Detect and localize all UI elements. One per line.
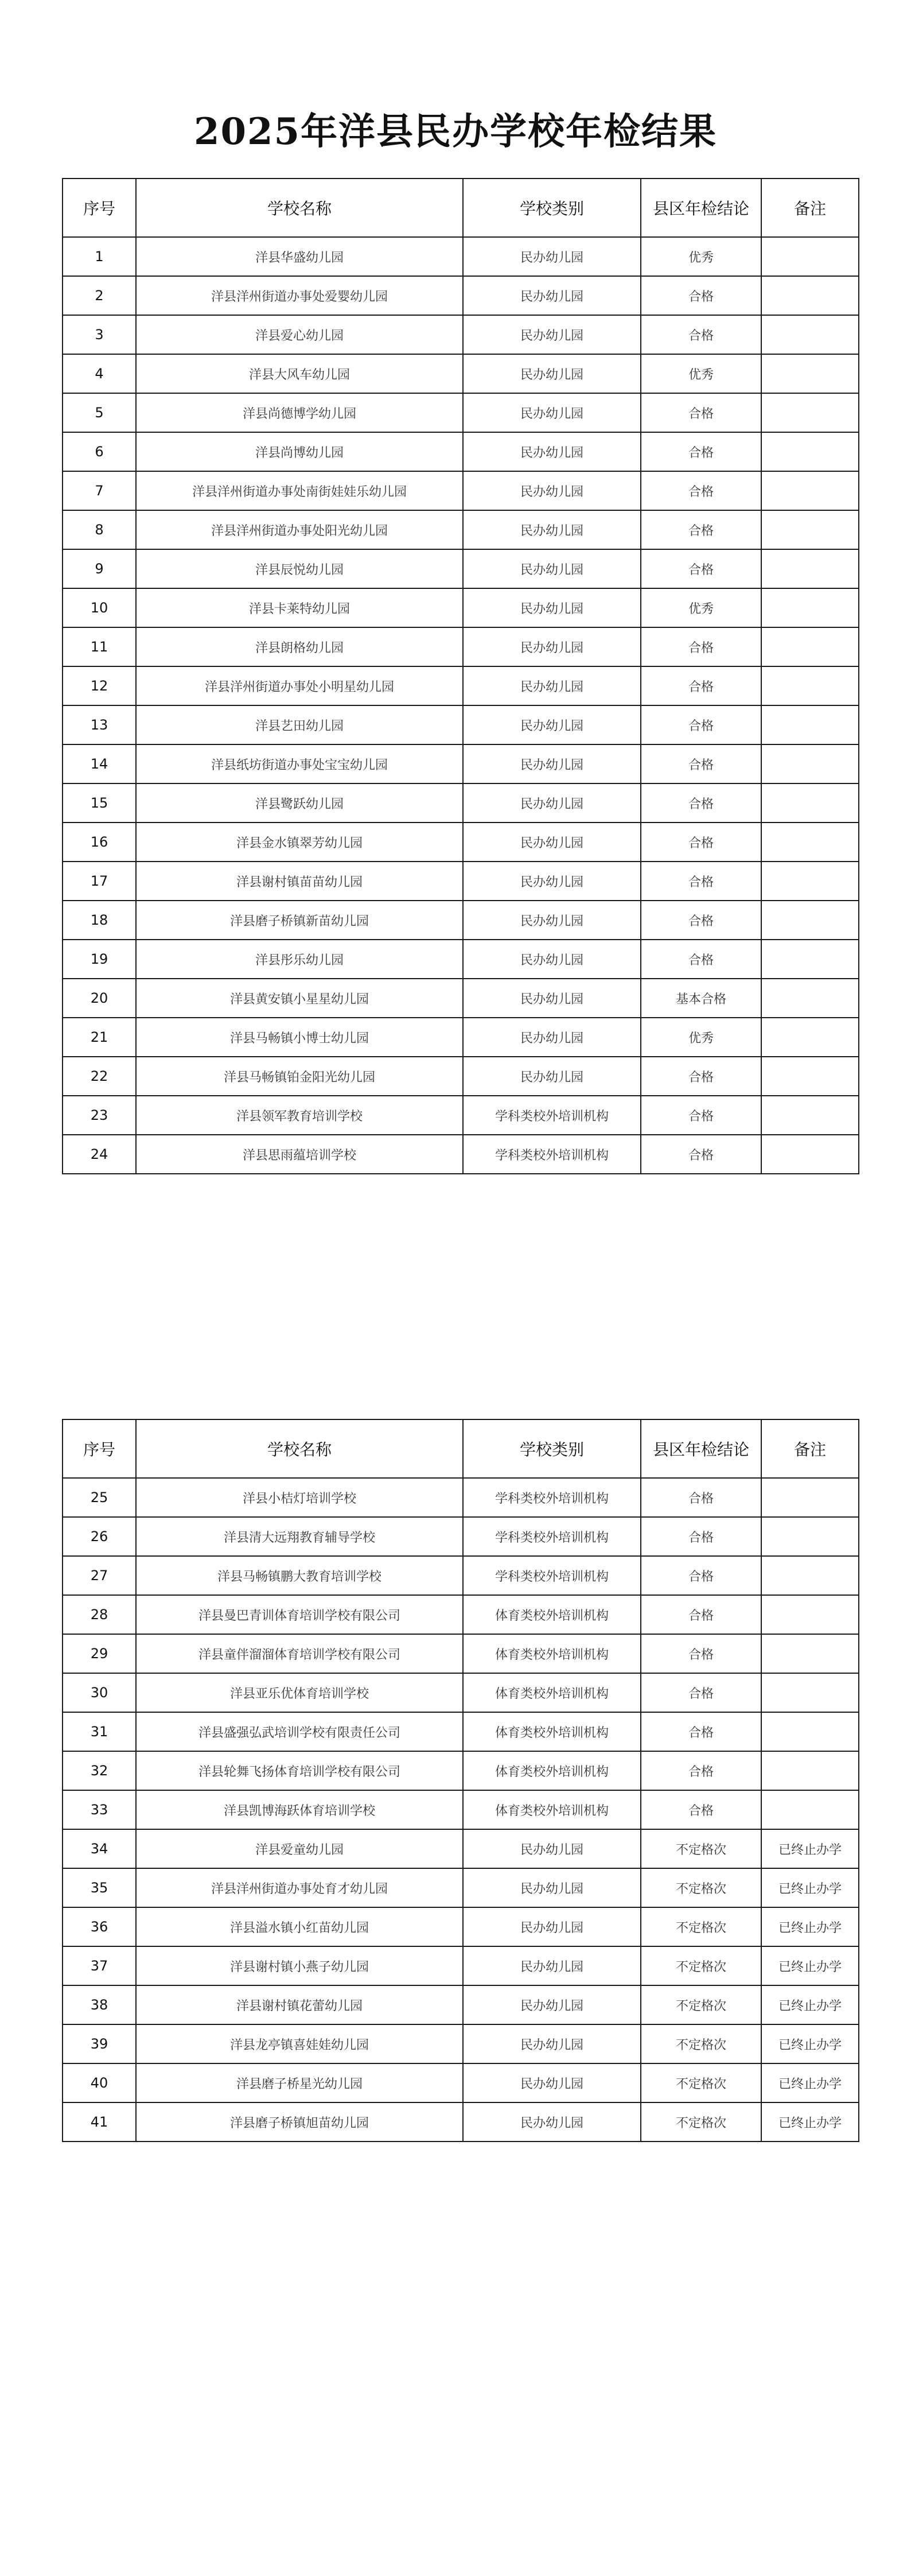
table-row [63, 276, 859, 315]
table-row [63, 1712, 859, 1751]
row-school-name: 洋县谢村镇小燕子幼儿园 [136, 1946, 463, 1985]
row-school-name: 洋县凯博海跃体育培训学校 [136, 1790, 463, 1829]
row-remark: 已终止办学 [761, 1985, 859, 2024]
table-row [63, 2024, 859, 2063]
row-index: 24 [63, 1135, 136, 1174]
row-school-name: 洋县磨子桥星光幼儿园 [136, 2063, 463, 2102]
header-result: 县区年检结论 [641, 179, 761, 237]
row-remark [761, 666, 859, 705]
row-school-type: 民办幼儿园 [463, 354, 641, 393]
row-school-name: 洋县洋州街道办事处爱婴幼儿园 [136, 276, 463, 315]
row-index: 18 [63, 901, 136, 940]
row-result: 合格 [641, 1096, 761, 1135]
table-row [63, 1634, 859, 1673]
row-result: 合格 [641, 315, 761, 354]
row-index: 13 [63, 705, 136, 744]
row-index: 19 [63, 940, 136, 979]
table-row [63, 783, 859, 823]
row-index: 23 [63, 1096, 136, 1135]
header-school-name: 学校名称 [136, 1419, 463, 1478]
row-result: 合格 [641, 1517, 761, 1556]
table-row [63, 1868, 859, 1907]
table-row [63, 354, 859, 393]
row-result: 不定格次 [641, 1868, 761, 1907]
row-remark: 已终止办学 [761, 1868, 859, 1907]
table-row [63, 1096, 859, 1135]
table-row [63, 940, 859, 979]
header-index: 序号 [63, 1419, 136, 1478]
row-school-type: 体育类校外培训机构 [463, 1634, 641, 1673]
row-result: 合格 [641, 1556, 761, 1595]
row-school-name: 洋县爱童幼儿园 [136, 1829, 463, 1868]
row-index: 31 [63, 1712, 136, 1751]
row-remark [761, 1018, 859, 1057]
row-school-type: 民办幼儿园 [463, 627, 641, 666]
row-result: 不定格次 [641, 1946, 761, 1985]
row-remark: 已终止办学 [761, 1946, 859, 1985]
row-school-type: 民办幼儿园 [463, 315, 641, 354]
row-index: 33 [63, 1790, 136, 1829]
row-school-name: 洋县金水镇翠芳幼儿园 [136, 823, 463, 862]
row-index: 10 [63, 588, 136, 627]
header-school-type: 学校类别 [463, 179, 641, 237]
header-school-type: 学校类别 [463, 1419, 641, 1478]
row-school-type: 体育类校外培训机构 [463, 1712, 641, 1751]
row-remark [761, 940, 859, 979]
row-school-name: 洋县纸坊街道办事处宝宝幼儿园 [136, 744, 463, 783]
row-remark: 已终止办学 [761, 2102, 859, 2142]
row-remark [761, 1057, 859, 1096]
row-school-type: 民办幼儿园 [463, 510, 641, 549]
row-result: 合格 [641, 627, 761, 666]
row-school-type: 学科类校外培训机构 [463, 1135, 641, 1174]
table-row [63, 432, 859, 471]
row-school-name: 洋县辰悦幼儿园 [136, 549, 463, 588]
row-school-type: 民办幼儿园 [463, 237, 641, 276]
row-remark [761, 1478, 859, 1517]
row-result: 合格 [641, 823, 761, 862]
row-school-type: 民办幼儿园 [463, 666, 641, 705]
table-row [63, 1673, 859, 1712]
table-row [63, 979, 859, 1018]
table-row [63, 393, 859, 432]
row-remark [761, 1634, 859, 1673]
table-row [63, 2102, 859, 2142]
row-index: 36 [63, 1907, 136, 1946]
row-school-type: 民办幼儿园 [463, 2024, 641, 2063]
row-index: 30 [63, 1673, 136, 1712]
row-index: 16 [63, 823, 136, 862]
row-school-type: 民办幼儿园 [463, 979, 641, 1018]
row-remark [761, 744, 859, 783]
row-index: 4 [63, 354, 136, 393]
row-result: 不定格次 [641, 2102, 761, 2142]
row-result: 合格 [641, 783, 761, 823]
row-school-name: 洋县洋州街道办事处南街娃娃乐幼儿园 [136, 471, 463, 510]
row-school-type: 民办幼儿园 [463, 862, 641, 901]
row-result: 不定格次 [641, 1985, 761, 2024]
row-school-name: 洋县尚博幼儿园 [136, 432, 463, 471]
row-remark [761, 1517, 859, 1556]
row-school-type: 民办幼儿园 [463, 393, 641, 432]
row-remark [761, 471, 859, 510]
row-index: 38 [63, 1985, 136, 2024]
header-index: 序号 [63, 179, 136, 237]
table-row [63, 862, 859, 901]
row-result: 合格 [641, 901, 761, 940]
row-remark [761, 237, 859, 276]
row-index: 39 [63, 2024, 136, 2063]
row-school-type: 民办幼儿园 [463, 1057, 641, 1096]
row-school-name: 洋县曼巴青训体育培训学校有限公司 [136, 1595, 463, 1634]
table-row [63, 1018, 859, 1057]
row-result: 合格 [641, 1751, 761, 1790]
row-school-name: 洋县大风车幼儿园 [136, 354, 463, 393]
row-remark [761, 705, 859, 744]
row-remark [761, 1751, 859, 1790]
row-result: 合格 [641, 393, 761, 432]
row-result: 优秀 [641, 588, 761, 627]
row-school-name: 洋县马畅镇小博士幼儿园 [136, 1018, 463, 1057]
row-school-name: 洋县领军教育培训学校 [136, 1096, 463, 1135]
row-result: 优秀 [641, 1018, 761, 1057]
table-row [63, 744, 859, 783]
row-result: 合格 [641, 432, 761, 471]
row-school-type: 民办幼儿园 [463, 1018, 641, 1057]
row-index: 37 [63, 1946, 136, 1985]
row-result: 基本合格 [641, 979, 761, 1018]
table-row [63, 237, 859, 276]
table-row [63, 823, 859, 862]
row-index: 29 [63, 1634, 136, 1673]
row-school-type: 民办幼儿园 [463, 2102, 641, 2142]
row-index: 14 [63, 744, 136, 783]
row-school-name: 洋县盛强弘武培训学校有限责任公司 [136, 1712, 463, 1751]
row-result: 合格 [641, 1478, 761, 1517]
row-school-name: 洋县谢村镇苗苗幼儿园 [136, 862, 463, 901]
row-remark: 已终止办学 [761, 1829, 859, 1868]
row-school-name: 洋县爱心幼儿园 [136, 315, 463, 354]
row-remark [761, 276, 859, 315]
row-index: 17 [63, 862, 136, 901]
row-index: 9 [63, 549, 136, 588]
row-result: 合格 [641, 549, 761, 588]
table-row [63, 510, 859, 549]
row-remark [761, 1556, 859, 1595]
row-school-type: 民办幼儿园 [463, 823, 641, 862]
row-school-type: 民办幼儿园 [463, 1868, 641, 1907]
row-school-name: 洋县彤乐幼儿园 [136, 940, 463, 979]
row-remark [761, 315, 859, 354]
header-school-name: 学校名称 [136, 179, 463, 237]
table-row [63, 471, 859, 510]
row-remark [761, 1712, 859, 1751]
row-result: 合格 [641, 1634, 761, 1673]
row-result: 合格 [641, 744, 761, 783]
row-school-name: 洋县马畅镇铂金阳光幼儿园 [136, 1057, 463, 1096]
row-school-name: 洋县洋州街道办事处育才幼儿园 [136, 1868, 463, 1907]
row-result: 合格 [641, 1673, 761, 1712]
row-result: 合格 [641, 276, 761, 315]
row-remark [761, 979, 859, 1018]
row-result: 合格 [641, 471, 761, 510]
row-remark [761, 1135, 859, 1174]
row-school-type: 民办幼儿园 [463, 705, 641, 744]
row-index: 41 [63, 2102, 136, 2142]
table-row [63, 1946, 859, 1985]
row-result: 不定格次 [641, 1829, 761, 1868]
header-remark: 备注 [761, 179, 859, 237]
row-index: 5 [63, 393, 136, 432]
row-school-type: 民办幼儿园 [463, 783, 641, 823]
row-school-name: 洋县轮舞飞扬体育培训学校有限公司 [136, 1751, 463, 1790]
table-row [63, 1595, 859, 1634]
row-result: 合格 [641, 1057, 761, 1096]
table-row [63, 1478, 859, 1517]
row-index: 26 [63, 1517, 136, 1556]
row-result: 优秀 [641, 354, 761, 393]
row-remark: 已终止办学 [761, 2063, 859, 2102]
row-index: 21 [63, 1018, 136, 1057]
row-school-name: 洋县小桔灯培训学校 [136, 1478, 463, 1517]
row-remark [761, 627, 859, 666]
row-index: 6 [63, 432, 136, 471]
row-school-name: 洋县童伴溜溜体育培训学校有限公司 [136, 1634, 463, 1673]
table-row [63, 588, 859, 627]
row-school-type: 民办幼儿园 [463, 471, 641, 510]
row-school-name: 洋县亚乐优体育培训学校 [136, 1673, 463, 1712]
row-school-name: 洋县溢水镇小红苗幼儿园 [136, 1907, 463, 1946]
row-school-type: 民办幼儿园 [463, 744, 641, 783]
row-result: 合格 [641, 1790, 761, 1829]
table-row [63, 1907, 859, 1946]
row-school-name: 洋县洋州街道办事处阳光幼儿园 [136, 510, 463, 549]
row-result: 合格 [641, 705, 761, 744]
row-index: 32 [63, 1751, 136, 1790]
row-index: 22 [63, 1057, 136, 1096]
row-index: 34 [63, 1829, 136, 1868]
row-remark [761, 549, 859, 588]
row-index: 3 [63, 315, 136, 354]
row-remark [761, 588, 859, 627]
table-row [63, 1751, 859, 1790]
row-school-type: 体育类校外培训机构 [463, 1595, 641, 1634]
row-remark [761, 354, 859, 393]
row-school-name: 洋县华盛幼儿园 [136, 237, 463, 276]
row-school-name: 洋县朗格幼儿园 [136, 627, 463, 666]
row-index: 20 [63, 979, 136, 1018]
row-school-name: 洋县尚德博学幼儿园 [136, 393, 463, 432]
results-table-2 [62, 1419, 859, 2142]
table-row [63, 705, 859, 744]
row-remark [761, 1673, 859, 1712]
row-school-type: 民办幼儿园 [463, 276, 641, 315]
row-index: 35 [63, 1868, 136, 1907]
page-title: 2025年洋县民办学校年检结果 [193, 110, 718, 153]
row-index: 11 [63, 627, 136, 666]
row-school-name: 洋县艺田幼儿园 [136, 705, 463, 744]
row-school-type: 学科类校外培训机构 [463, 1556, 641, 1595]
table-row [63, 1057, 859, 1096]
row-school-type: 体育类校外培训机构 [463, 1673, 641, 1712]
row-school-name: 洋县鹭跃幼儿园 [136, 783, 463, 823]
row-index: 25 [63, 1478, 136, 1517]
row-result: 合格 [641, 510, 761, 549]
row-school-type: 学科类校外培训机构 [463, 1096, 641, 1135]
row-result: 合格 [641, 666, 761, 705]
row-school-name: 洋县龙亭镇喜娃娃幼儿园 [136, 2024, 463, 2063]
header-result: 县区年检结论 [641, 1419, 761, 1478]
row-index: 2 [63, 276, 136, 315]
row-school-type: 民办幼儿园 [463, 1985, 641, 2024]
row-result: 合格 [641, 1712, 761, 1751]
row-remark [761, 862, 859, 901]
row-school-type: 民办幼儿园 [463, 588, 641, 627]
table-row [63, 1985, 859, 2024]
row-index: 40 [63, 2063, 136, 2102]
table-row [63, 549, 859, 588]
row-remark [761, 1595, 859, 1634]
table-row [63, 1790, 859, 1829]
row-school-type: 学科类校外培训机构 [463, 1478, 641, 1517]
row-index: 1 [63, 237, 136, 276]
table-row [63, 1135, 859, 1174]
row-remark: 已终止办学 [761, 2024, 859, 2063]
row-school-type: 学科类校外培训机构 [463, 1517, 641, 1556]
row-remark [761, 1790, 859, 1829]
row-school-name: 洋县清大远翔教育辅导学校 [136, 1517, 463, 1556]
row-school-type: 民办幼儿园 [463, 1907, 641, 1946]
row-remark [761, 783, 859, 823]
row-school-name: 洋县黄安镇小星星幼儿园 [136, 979, 463, 1018]
header-remark: 备注 [761, 1419, 859, 1478]
row-remark [761, 510, 859, 549]
row-index: 28 [63, 1595, 136, 1634]
row-result: 不定格次 [641, 2024, 761, 2063]
row-school-name: 洋县磨子桥镇新苗幼儿园 [136, 901, 463, 940]
table-row [63, 1517, 859, 1556]
row-school-type: 民办幼儿园 [463, 2063, 641, 2102]
table-header-row [63, 179, 859, 237]
table-row [63, 2063, 859, 2102]
table-header-row [63, 1419, 859, 1478]
row-school-name: 洋县马畅镇鹏大教育培训学校 [136, 1556, 463, 1595]
row-school-type: 民办幼儿园 [463, 1946, 641, 1985]
row-school-type: 体育类校外培训机构 [463, 1790, 641, 1829]
row-result: 合格 [641, 940, 761, 979]
row-remark [761, 901, 859, 940]
row-school-type: 民办幼儿园 [463, 901, 641, 940]
row-result: 合格 [641, 1135, 761, 1174]
row-school-type: 民办幼儿园 [463, 940, 641, 979]
row-school-type: 体育类校外培训机构 [463, 1751, 641, 1790]
row-result: 合格 [641, 862, 761, 901]
row-index: 7 [63, 471, 136, 510]
table-row [63, 666, 859, 705]
row-remark [761, 823, 859, 862]
row-remark [761, 393, 859, 432]
results-table-1 [62, 178, 859, 1174]
row-result: 不定格次 [641, 1907, 761, 1946]
table-row [63, 1556, 859, 1595]
table-row [63, 315, 859, 354]
row-remark [761, 1096, 859, 1135]
row-index: 12 [63, 666, 136, 705]
row-remark: 已终止办学 [761, 1907, 859, 1946]
row-school-type: 民办幼儿园 [463, 1829, 641, 1868]
row-school-name: 洋县谢村镇花蕾幼儿园 [136, 1985, 463, 2024]
row-result: 不定格次 [641, 2063, 761, 2102]
row-index: 27 [63, 1556, 136, 1595]
row-school-name: 洋县洋州街道办事处小明星幼儿园 [136, 666, 463, 705]
row-remark [761, 432, 859, 471]
row-result: 优秀 [641, 237, 761, 276]
row-school-name: 洋县磨子桥镇旭苗幼儿园 [136, 2102, 463, 2142]
row-result: 合格 [641, 1595, 761, 1634]
row-index: 8 [63, 510, 136, 549]
row-school-type: 民办幼儿园 [463, 432, 641, 471]
row-school-name: 洋县卡莱特幼儿园 [136, 588, 463, 627]
table-row [63, 627, 859, 666]
row-index: 15 [63, 783, 136, 823]
row-school-type: 民办幼儿园 [463, 549, 641, 588]
table-row [63, 1829, 859, 1868]
table-row [63, 901, 859, 940]
row-school-name: 洋县思雨蕴培训学校 [136, 1135, 463, 1174]
